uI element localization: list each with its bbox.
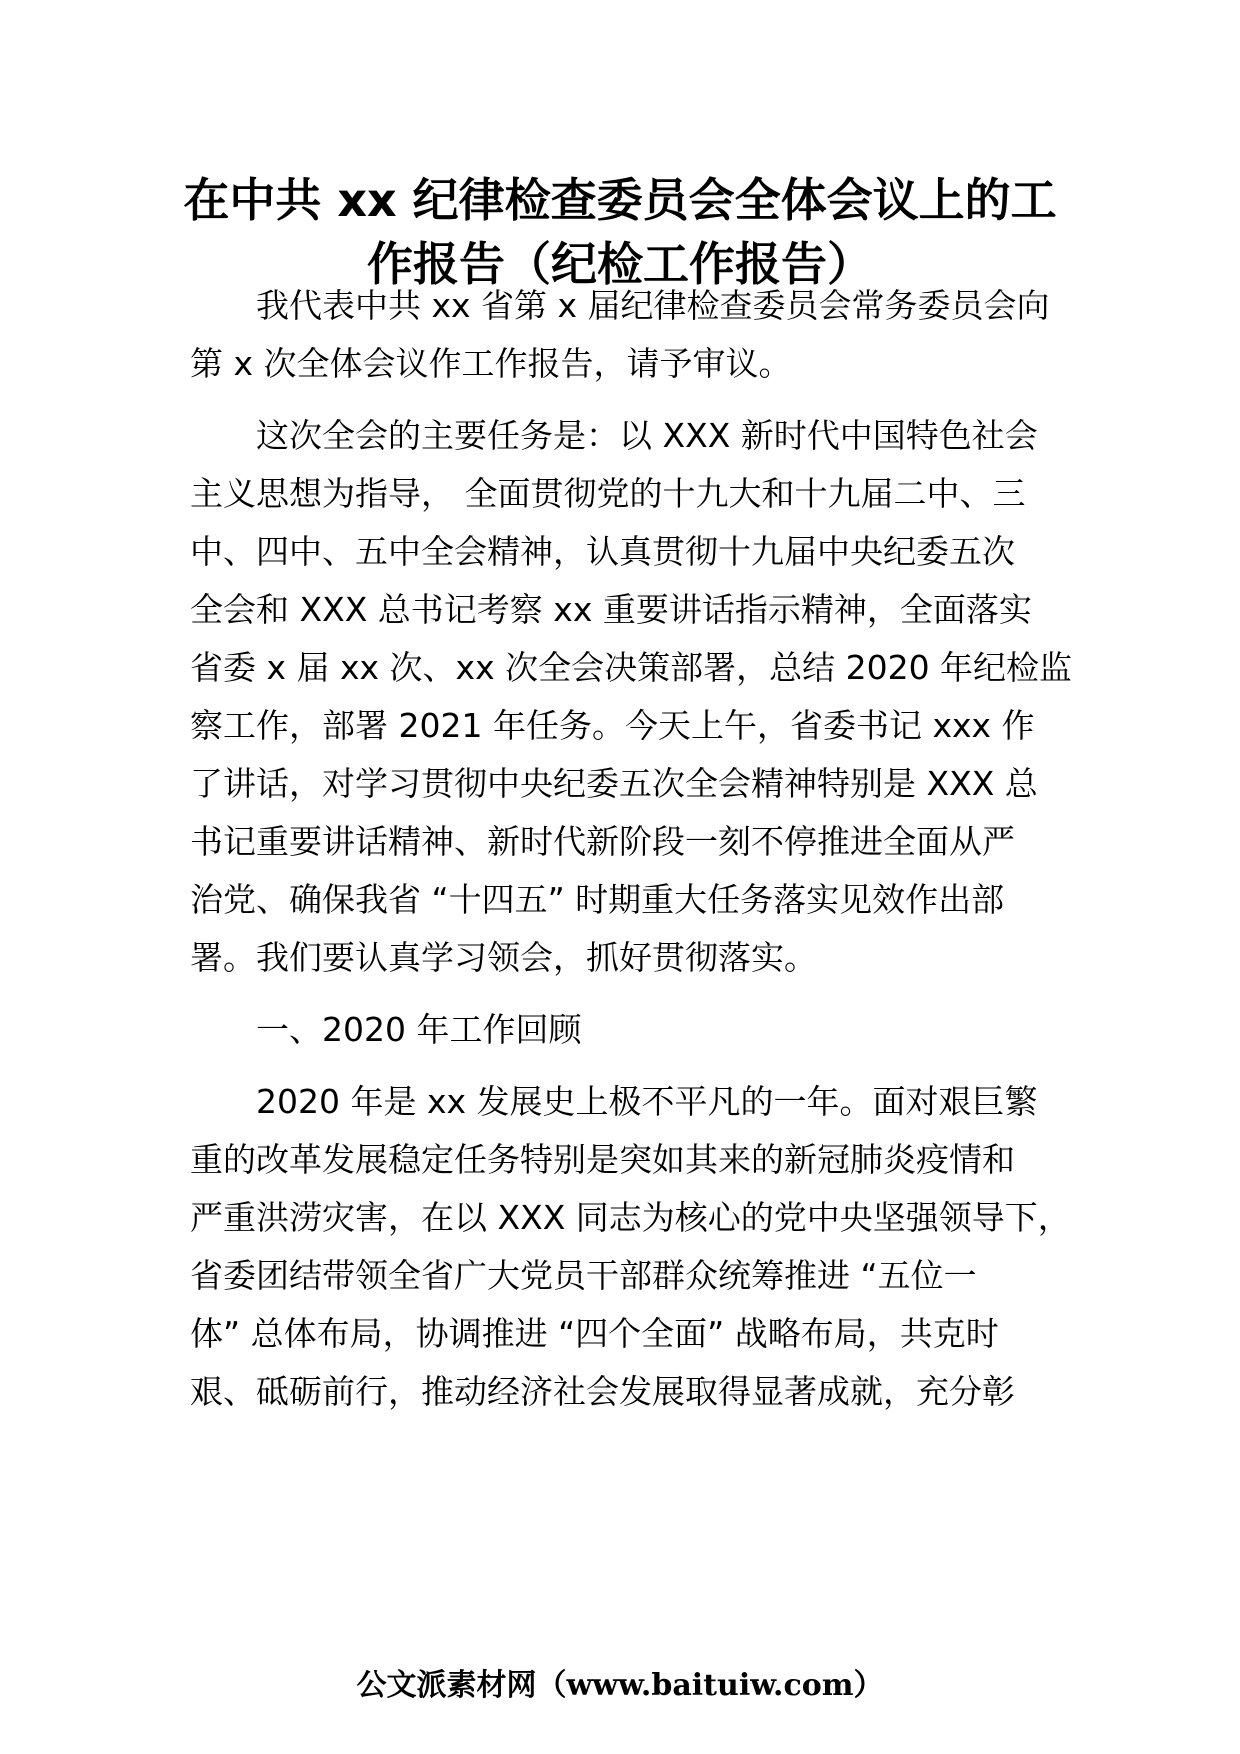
paragraph-2-line-10: 署。我们要认真学习领会，抓好贯彻落实。 bbox=[190, 938, 817, 977]
paragraph-3-line-6: 艰、砥砺前行，推动经济社会发展取得显著成就，充分彰 bbox=[190, 1372, 1015, 1411]
paragraph-2-line-3: 中、四中、五中全会精神，认真贯彻十九届中央纪委五次 bbox=[190, 532, 1015, 571]
footer-source: 公文派素材网（www.baituiw.com） bbox=[356, 1668, 884, 1703]
document-title-line-2: 作报告（纪检工作报告） bbox=[367, 237, 873, 291]
section-heading: 一、2020 年工作回顾 bbox=[256, 1010, 582, 1049]
paragraph-2-line-4: 全会和 XXX 总书记考察 xx 重要讲话指示精神，全面落实 bbox=[190, 590, 1032, 629]
paragraph-1-line-2: 第 x 次全体会议作工作报告，请予审议。 bbox=[190, 344, 792, 383]
paragraph-2-line-9: 治党、确保我省 “十四五” 时期重大任务落实见效作出部 bbox=[190, 880, 1005, 919]
paragraph-2-line-2: 主义思想为指导， 全面贯彻党的十九大和十九届二中、三 bbox=[190, 474, 1026, 513]
paragraph-2-line-7: 了讲话，对学习贯彻中央纪委五次全会精神特别是 XXX 总 bbox=[190, 764, 1038, 803]
paragraph-3-line-4: 省委团结带领全省广大党员干部群众统筹推进 “五位一 bbox=[190, 1256, 977, 1295]
document-title-line-1: 在中共 xx 纪律检查委员会全体会议上的工 bbox=[183, 173, 1057, 227]
paragraph-2-line-5: 省委 x 届 xx 次、xx 次全会决策部署，总结 2020 年纪检监 bbox=[190, 648, 1073, 687]
paragraph-1-line-1: 我代表中共 xx 省第 x 届纪律检查委员会常务委员会向 bbox=[256, 286, 1050, 325]
paragraph-3-line-1: 2020 年是 xx 发展史上极不平凡的一年。面对艰巨繁 bbox=[256, 1082, 1038, 1121]
paragraph-3-line-3: 严重洪涝灾害，在以 XXX 同志为核心的党中央坚强领导下， bbox=[190, 1198, 1071, 1237]
paragraph-2-line-6: 察工作，部署 2021 年任务。今天上午，省委书记 xxx 作 bbox=[190, 706, 1035, 745]
paragraph-3-line-5: 体” 总体布局，协调推进 “四个全面” 战略布局，共克时 bbox=[190, 1314, 999, 1353]
paragraph-3-line-2: 重的改革发展稳定任务特别是突如其来的新冠肺炎疫情和 bbox=[190, 1140, 1015, 1179]
paragraph-2-line-1: 这次全会的主要任务是：以 XXX 新时代中国特色社会 bbox=[256, 416, 1038, 455]
paragraph-2-line-8: 书记重要讲话精神、新时代新阶段一刻不停推进全面从严 bbox=[190, 822, 1015, 861]
